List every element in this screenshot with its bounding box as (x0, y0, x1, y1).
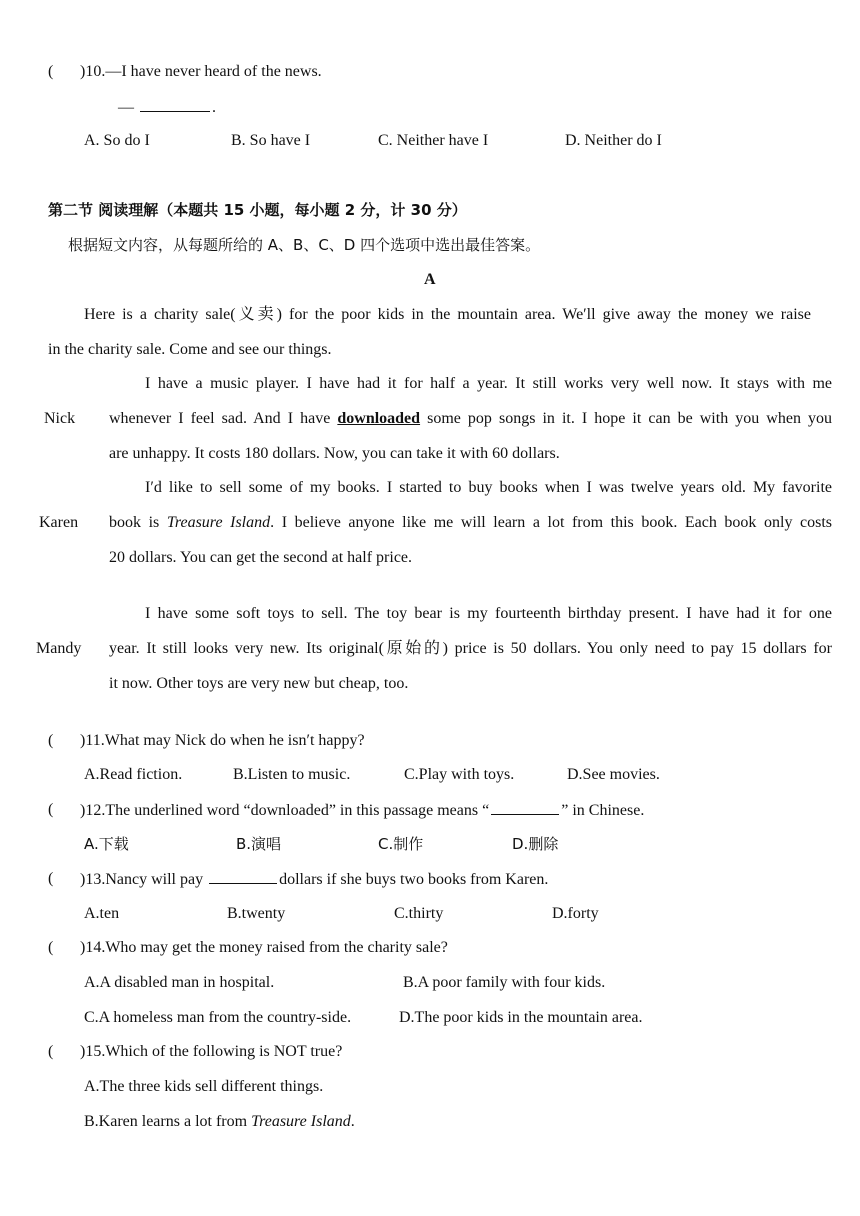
answer-paren-close: ) (80, 63, 86, 80)
speaker-nick: Nick (44, 410, 76, 427)
question-10-option-d: D. Neither do I (565, 132, 662, 149)
intro-line-2: in the charity sale. Come and see our things. (48, 341, 332, 358)
reply-period: . (212, 99, 216, 116)
mandy-line-3: it now. Other toys are very new but cheap, too. (109, 675, 409, 692)
question-12-stem: )12.The underlined word “downloaded” in this passage means “ ” in Chinese. (80, 802, 645, 819)
mandy-line-1: I have some soft toys to sell. The toy bear is my fourteenth birthday present. I have had it for one (145, 605, 832, 622)
speaker-karen: Karen (39, 514, 79, 531)
section-instruction: 根据短文内容，从每题所给的 A、B、C、D 四个选项中选出最佳答案。 (68, 236, 541, 254)
question-14-option-c: C.A homeless man from the country-side. (84, 1009, 352, 1026)
question-13-option-b: B.twenty (227, 905, 286, 922)
question-13-option-c: C.thirty (394, 905, 444, 922)
question-13-stem: )13.Nancy will pay dollars if she buys two books from Karen. (80, 871, 549, 888)
question-10-option-b: B. So have I (231, 132, 311, 149)
answer-blank[interactable] (491, 800, 559, 815)
question-12-option-b: B.演唱 (236, 835, 282, 853)
karen-line-1: I′d like to sell some of my books. I started to buy books when I was twelve years old. My favorite (145, 479, 832, 496)
nick-line-3: are unhappy. It costs 180 dollars. Now, you can take it with 60 dollars. (109, 445, 560, 462)
answer-paren-open: ( (48, 939, 54, 956)
passage-label: A (424, 271, 436, 288)
question-11-option-b: B.Listen to music. (233, 766, 351, 783)
mandy-line-2: year. It still looks very new. Its original(原始的) price is 50 dollars. You only need to pay 15 dollars for (109, 640, 832, 657)
question-15-option-a: A.The three kids sell different things. (84, 1078, 324, 1095)
answer-paren-open: ( (48, 63, 54, 80)
question-10-stem (80, 62, 322, 82)
question-10-option-c: C. Neither have I (378, 132, 489, 149)
answer-paren-open: ( (48, 732, 54, 749)
speaker-mandy: Mandy (36, 640, 82, 657)
question-10-reply (118, 97, 216, 118)
question-10-text: 10.—I have never heard of the news. (85, 63, 322, 80)
question-12-option-d: D.删除 (512, 835, 559, 853)
answer-blank[interactable] (209, 869, 277, 884)
question-10-option-a: A. So do I (84, 132, 150, 149)
answer-paren-open: ( (48, 1043, 54, 1060)
answer-blank[interactable] (140, 97, 210, 112)
question-11-stem: )11.What may Nick do when he isn′t happy? (80, 732, 365, 749)
karen-line-3: 20 dollars. You can get the second at half price. (109, 549, 413, 566)
question-14-option-b: B.A poor family with four kids. (403, 974, 606, 991)
question-15-option-b: B.Karen learns a lot from Treasure Island. (84, 1113, 355, 1130)
question-14-option-a: A.A disabled man in hospital. (84, 974, 275, 991)
question-12-option-a: A.下载 (84, 835, 129, 853)
nick-line-1: I have a music player. I have had it for half a year. It still works very well now. It stays with me (145, 375, 832, 392)
book-title: Treasure Island (166, 514, 271, 531)
question-12-option-c: C.制作 (378, 835, 424, 853)
nick-line-2: whenever I feel sad. And I have downloaded some pop songs in it. I hope it can be with you when you (109, 410, 832, 427)
question-14-stem: )14.Who may get the money raised from the charity sale? (80, 939, 448, 956)
question-11-option-c: C.Play with toys. (404, 766, 515, 783)
question-13-option-d: D.forty (552, 905, 599, 922)
book-title: Treasure Island (251, 1113, 351, 1130)
section-title: 第二节 阅读理解（本题共 15 小题，每小题 2 分，计 30 分） (48, 201, 467, 219)
intro-line-1: Here is a charity sale(义卖) for the poor kids in the mountain area. We′ll give away the money we raise (84, 306, 811, 323)
question-15-stem: )15.Which of the following is NOT true? (80, 1043, 343, 1060)
reply-dash: — (118, 99, 134, 116)
underlined-word-downloaded: downloaded (337, 410, 421, 427)
answer-paren-open: ( (48, 801, 54, 818)
answer-paren-open: ( (48, 870, 54, 887)
karen-line-2: book is Treasure Island. I believe anyone like me will learn a lot from this book. Each book only costs (109, 514, 833, 531)
question-11-option-d: D.See movies. (567, 766, 660, 783)
question-13-option-a: A.ten (84, 905, 120, 922)
question-11-option-a: A.Read fiction. (84, 766, 183, 783)
question-14-option-d: D.The poor kids in the mountain area. (399, 1009, 643, 1026)
